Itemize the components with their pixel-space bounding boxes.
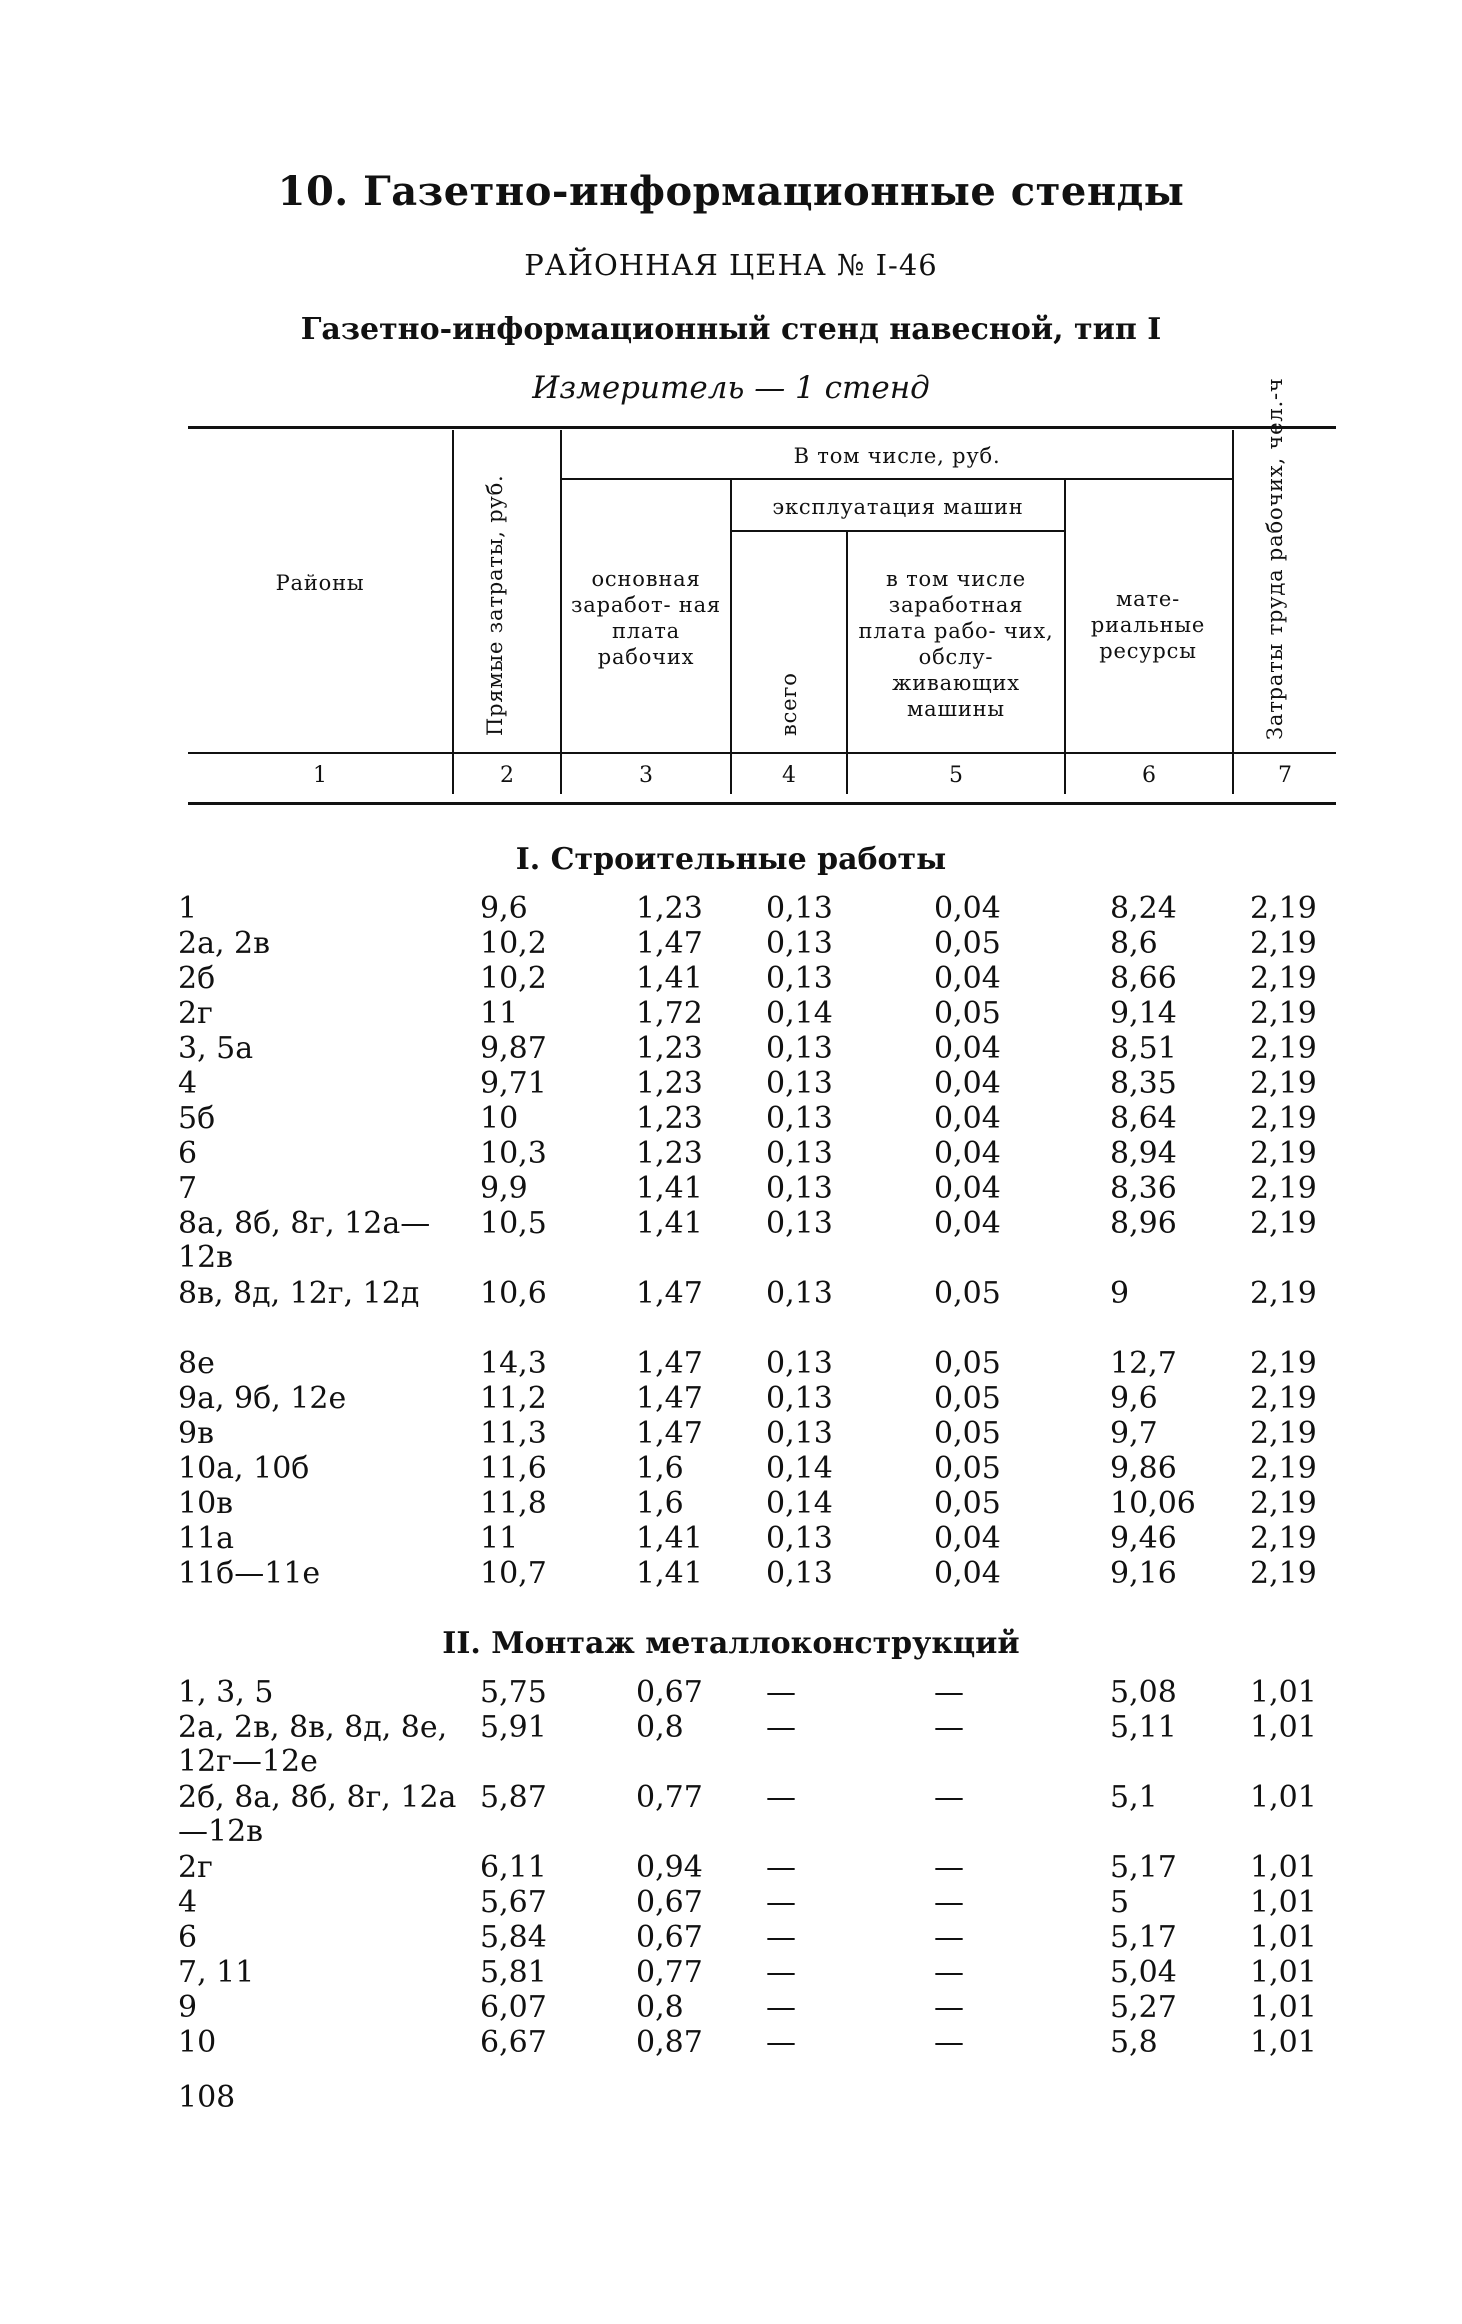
district-cell: 10в [178,1486,234,1521]
value-cell: 0,13 [766,1066,833,1101]
column-number: 2 [500,763,514,788]
value-cell: 1,41 [636,1556,703,1591]
value-cell: 0,14 [766,996,833,1031]
value-cell: 0,04 [934,1066,1001,1101]
value-cell: 2,19 [1250,996,1317,1031]
value-cell: 0,05 [934,1381,1001,1416]
value-cell: 1,72 [636,996,703,1031]
value-cell: 9,9 [480,1171,528,1206]
value-cell: 5 [1110,1885,1130,1920]
value-cell: 8,36 [1110,1171,1177,1206]
value-cell: 2,19 [1250,1101,1317,1136]
value-cell: 0,04 [934,1171,1001,1206]
value-cell: 10,2 [480,961,547,996]
value-cell: 2,19 [1250,1416,1317,1451]
column-number: 6 [1142,763,1156,788]
district-cell: 1 [178,891,198,926]
column-number: 3 [639,763,653,788]
divider [732,530,1064,532]
value-cell: 10,2 [480,926,547,961]
value-cell: 5,11 [1110,1710,1177,1745]
value-cell: 0,14 [766,1451,833,1486]
value-cell: 2,19 [1250,1556,1317,1591]
value-cell: 5,08 [1110,1675,1177,1710]
value-cell: 0,13 [766,1556,833,1591]
value-cell: 0,05 [934,1486,1001,1521]
divider [1232,430,1234,794]
section-title: I. Строительные работы [515,842,947,877]
value-cell: — [934,1780,964,1815]
value-cell: 9,16 [1110,1556,1177,1591]
district-cell: 6 [178,1136,198,1171]
divider [1064,480,1066,794]
district-cell: 9в [178,1416,214,1451]
header-bottom-rule [188,802,1336,805]
value-cell: 0,04 [934,1556,1001,1591]
value-cell: 2,19 [1250,961,1317,996]
value-cell: 2,19 [1250,1451,1317,1486]
value-cell: 1,6 [636,1451,684,1486]
value-cell: 1,41 [636,961,703,996]
value-cell: 11,2 [480,1381,547,1416]
value-cell: 0,13 [766,1031,833,1066]
district-cell: 7, 11 [178,1955,255,1990]
value-cell: 1,47 [636,1346,703,1381]
value-cell: — [934,2025,964,2060]
value-cell: — [766,1675,796,1710]
value-cell: 9,6 [1110,1381,1158,1416]
value-cell: 2,19 [1250,1031,1317,1066]
value-cell: 1,01 [1250,1990,1317,2025]
value-cell: 8,94 [1110,1136,1177,1171]
value-cell: 1,23 [636,1031,703,1066]
value-cell: 1,01 [1250,1955,1317,1990]
value-cell: 14,3 [480,1346,547,1381]
value-cell: — [934,1850,964,1885]
value-cell: 8,66 [1110,961,1177,996]
value-cell: 1,6 [636,1486,684,1521]
value-cell: 1,41 [636,1171,703,1206]
value-cell: 0,04 [934,1521,1001,1556]
value-cell: 0,77 [636,1955,703,1990]
divider [452,430,454,794]
value-cell: 8,96 [1110,1206,1177,1241]
district-cell: 11б—11е [178,1556,321,1591]
district-cell: 11а [178,1521,235,1556]
value-cell: — [934,1990,964,2025]
value-cell: 2,19 [1250,1346,1317,1381]
value-cell: 9,71 [480,1066,547,1101]
value-cell: 0,67 [636,1920,703,1955]
value-cell: 0,14 [766,1486,833,1521]
district-cell: 3, 5а [178,1031,254,1066]
district-cell: 2г [178,1850,213,1885]
district-cell: 9а, 9б, 12е [178,1381,347,1416]
district-cell: 4 [178,1885,198,1920]
value-cell: 1,01 [1250,1780,1317,1815]
value-cell: 1,23 [636,891,703,926]
value-cell: 10,5 [480,1206,547,1241]
district-cell: 5б [178,1101,216,1136]
value-cell: 1,47 [636,1276,703,1311]
value-cell: 0,04 [934,1206,1001,1241]
value-cell: 11 [480,996,519,1031]
value-cell: — [766,1850,796,1885]
value-cell: 1,41 [636,1206,703,1241]
value-cell: 8,6 [1110,926,1158,961]
value-cell: 0,67 [636,1675,703,1710]
value-cell: 6,67 [480,2025,547,2060]
value-cell: 0,04 [934,961,1001,996]
value-cell: 1,01 [1250,2025,1317,2060]
value-cell: — [934,1920,964,1955]
value-cell: 2,19 [1250,1486,1317,1521]
value-cell: 5,84 [480,1920,547,1955]
value-cell: — [934,1885,964,1920]
value-cell: 1,23 [636,1136,703,1171]
value-cell: 5,87 [480,1780,547,1815]
district-cell: 1, 3, 5 [178,1675,274,1710]
value-cell: 9,7 [1110,1416,1158,1451]
value-cell: 0,13 [766,1171,833,1206]
district-cell: 2б [178,961,216,996]
value-cell: — [766,2025,796,2060]
value-cell: 1,23 [636,1101,703,1136]
page-title: 10. Газетно-информационные стенды [277,168,1185,215]
value-cell: — [934,1955,964,1990]
subtitle: Газетно-информационный стенд навесной, тип I [300,312,1162,347]
value-cell: 0,13 [766,1101,833,1136]
value-cell: 0,13 [766,1276,833,1311]
value-cell: 2,19 [1250,1171,1317,1206]
value-cell: — [766,1710,796,1745]
value-cell: 0,13 [766,1381,833,1416]
value-cell: 0,13 [766,1136,833,1171]
value-cell: 10,3 [480,1136,547,1171]
value-cell: 10,7 [480,1556,547,1591]
value-cell: 8,35 [1110,1066,1177,1101]
value-cell: 11,6 [480,1451,547,1486]
value-cell: 0,87 [636,2025,703,2060]
value-cell: 2,19 [1250,1206,1317,1241]
header-col5: в том числе заработная плата рабо- чих, обслу- живающих машины [858,567,1054,721]
district-cell: 10а, 10б [178,1451,310,1486]
value-cell: 5,67 [480,1885,547,1920]
value-cell: 2,19 [1250,926,1317,961]
value-cell: 1,47 [636,926,703,961]
value-cell: 1,41 [636,1521,703,1556]
value-cell: 5,17 [1110,1920,1177,1955]
value-cell: — [766,1990,796,2025]
value-cell: — [766,1885,796,1920]
value-cell: 8,64 [1110,1101,1177,1136]
district-cell: 2г [178,996,213,1031]
value-cell: 0,04 [934,1136,1001,1171]
value-cell: 5,8 [1110,2025,1158,2060]
value-cell: 1,01 [1250,1850,1317,1885]
value-cell: 0,05 [934,1451,1001,1486]
value-cell: 1,47 [636,1416,703,1451]
value-cell: — [934,1710,964,1745]
value-cell: 6,07 [480,1990,547,2025]
value-cell: 5,81 [480,1955,547,1990]
divider [188,752,1336,754]
price-label: РАЙОННАЯ ЦЕНА № I-46 [524,248,938,282]
district-cell: 8е [178,1346,215,1381]
value-cell: 9,86 [1110,1451,1177,1486]
header-col3: основная заработ- ная плата рабочих [571,567,721,669]
column-number: 5 [949,763,963,788]
divider [560,430,562,794]
value-cell: 0,13 [766,961,833,996]
value-cell: 0,13 [766,1416,833,1451]
district-cell: 2а, 2в, 8в, 8д, 8е, 12г—12е [178,1710,448,1779]
divider [562,478,1232,480]
value-cell: 0,04 [934,1101,1001,1136]
value-cell: 0,05 [934,1346,1001,1381]
value-cell: 2,19 [1250,891,1317,926]
value-cell: 5,91 [480,1710,547,1745]
column-number: 7 [1278,763,1292,788]
value-cell: 5,17 [1110,1850,1177,1885]
value-cell: — [766,1955,796,1990]
header-col2: Прямые затраты, руб. [483,474,507,736]
value-cell: 2,19 [1250,1136,1317,1171]
value-cell: 9,46 [1110,1521,1177,1556]
value-cell: 10 [480,1101,519,1136]
value-cell: — [934,1675,964,1710]
value-cell: 0,05 [934,996,1001,1031]
value-cell: 0,13 [766,891,833,926]
value-cell: 1,47 [636,1381,703,1416]
value-cell: 11,3 [480,1416,547,1451]
value-cell: 2,19 [1250,1381,1317,1416]
value-cell: 0,8 [636,1710,684,1745]
value-cell: 6,11 [480,1850,547,1885]
value-cell: 9,87 [480,1031,547,1066]
value-cell: — [766,1780,796,1815]
header-col4: всего [777,672,801,736]
value-cell: 1,01 [1250,1710,1317,1745]
value-cell: 5,1 [1110,1780,1158,1815]
value-cell: 1,01 [1250,1675,1317,1710]
district-cell: 9 [178,1990,198,2025]
value-cell: 5,27 [1110,1990,1177,2025]
value-cell: 8,24 [1110,891,1177,926]
value-cell: 1,01 [1250,1885,1317,1920]
district-cell: 2б, 8а, 8б, 8г, 12а—12в [178,1780,457,1849]
value-cell: 0,13 [766,1206,833,1241]
value-cell: 0,13 [766,1521,833,1556]
value-cell: 0,94 [636,1850,703,1885]
value-cell: 11 [480,1521,519,1556]
value-cell: 2,19 [1250,1066,1317,1101]
district-cell: 2а, 2в [178,926,271,961]
column-number: 4 [782,763,796,788]
value-cell: 0,05 [934,926,1001,961]
value-cell: 11,8 [480,1486,547,1521]
column-number: 1 [313,763,327,788]
value-cell: 12,7 [1110,1346,1177,1381]
header-group: В том числе, руб. [793,444,1001,468]
value-cell: 10,6 [480,1276,547,1311]
header-top-rule [188,426,1336,429]
value-cell: 8,51 [1110,1031,1177,1066]
value-cell: 9 [1110,1276,1130,1311]
value-cell: 2,19 [1250,1521,1317,1556]
value-cell: 0,04 [934,1031,1001,1066]
value-cell: 2,19 [1250,1276,1317,1311]
district-cell: 8а, 8б, 8г, 12а—12в [178,1206,431,1275]
unit-label: Измеритель — 1 стенд [532,370,930,406]
value-cell: 0,8 [636,1990,684,2025]
district-cell: 8в, 8д, 12г, 12д [178,1276,420,1311]
value-cell: 0,04 [934,891,1001,926]
header-col6: мате- риальные ресурсы [1090,587,1206,663]
header-col1: Районы [275,571,365,595]
district-cell: 4 [178,1066,198,1101]
value-cell: — [766,1920,796,1955]
value-cell: 1,01 [1250,1920,1317,1955]
value-cell: 0,05 [934,1416,1001,1451]
value-cell: 9,14 [1110,996,1177,1031]
value-cell: 0,67 [636,1885,703,1920]
value-cell: 5,04 [1110,1955,1177,1990]
page-number: 108 [178,2080,236,2115]
header-machines: эксплуатация машин [772,495,1024,519]
divider [730,480,732,794]
value-cell: 5,75 [480,1675,547,1710]
value-cell: 1,23 [636,1066,703,1101]
value-cell: 0,13 [766,1346,833,1381]
value-cell: 0,05 [934,1276,1001,1311]
divider [846,532,848,794]
value-cell: 10,06 [1110,1486,1196,1521]
district-cell: 10 [178,2025,217,2060]
value-cell: 9,6 [480,891,528,926]
district-cell: 6 [178,1920,198,1955]
district-cell: 7 [178,1171,198,1206]
value-cell: 0,77 [636,1780,703,1815]
value-cell: 0,13 [766,926,833,961]
section-title: II. Монтаж металлоконструкций [442,1626,1020,1661]
